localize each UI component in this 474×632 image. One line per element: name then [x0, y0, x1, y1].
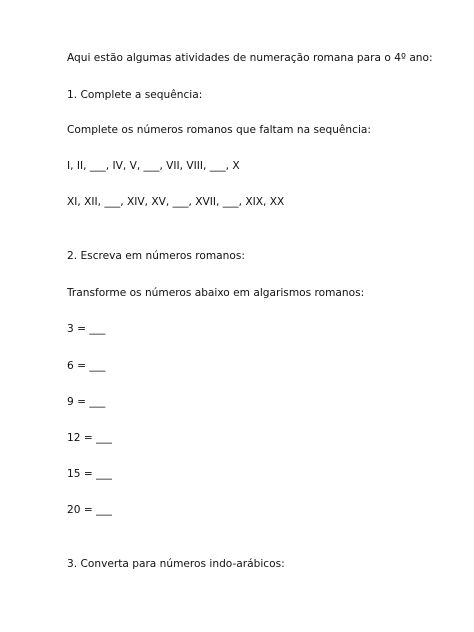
exercise-item: 12 = ___: [67, 432, 112, 444]
section-2-instruction: Transforme os números abaixo em algarismos romanos:: [67, 287, 365, 299]
sequence-line-1: I, II, ___, IV, V, ___, VII, VIII, ___, X: [67, 160, 240, 172]
sequence-line-2: XI, XII, ___, XIV, XV, ___, XVII, ___, XIX, XX: [67, 196, 285, 208]
exercise-item: 3 = ___: [67, 323, 106, 335]
exercise-item: 6 = ___: [67, 360, 106, 372]
section-1-heading: 1. Complete a sequência:: [67, 89, 203, 101]
intro-text: Aqui estão algumas atividades de numeração romana para o 4º ano:: [67, 52, 433, 64]
exercise-item: 15 = ___: [67, 468, 112, 480]
section-1-instruction: Complete os números romanos que faltam na sequência:: [67, 124, 371, 136]
section-3-heading: 3. Converta para números indo-arábicos:: [67, 558, 285, 570]
exercise-item: 20 = ___: [67, 504, 112, 516]
section-2-heading: 2. Escreva em números romanos:: [67, 250, 245, 262]
exercise-item: 9 = ___: [67, 396, 106, 408]
